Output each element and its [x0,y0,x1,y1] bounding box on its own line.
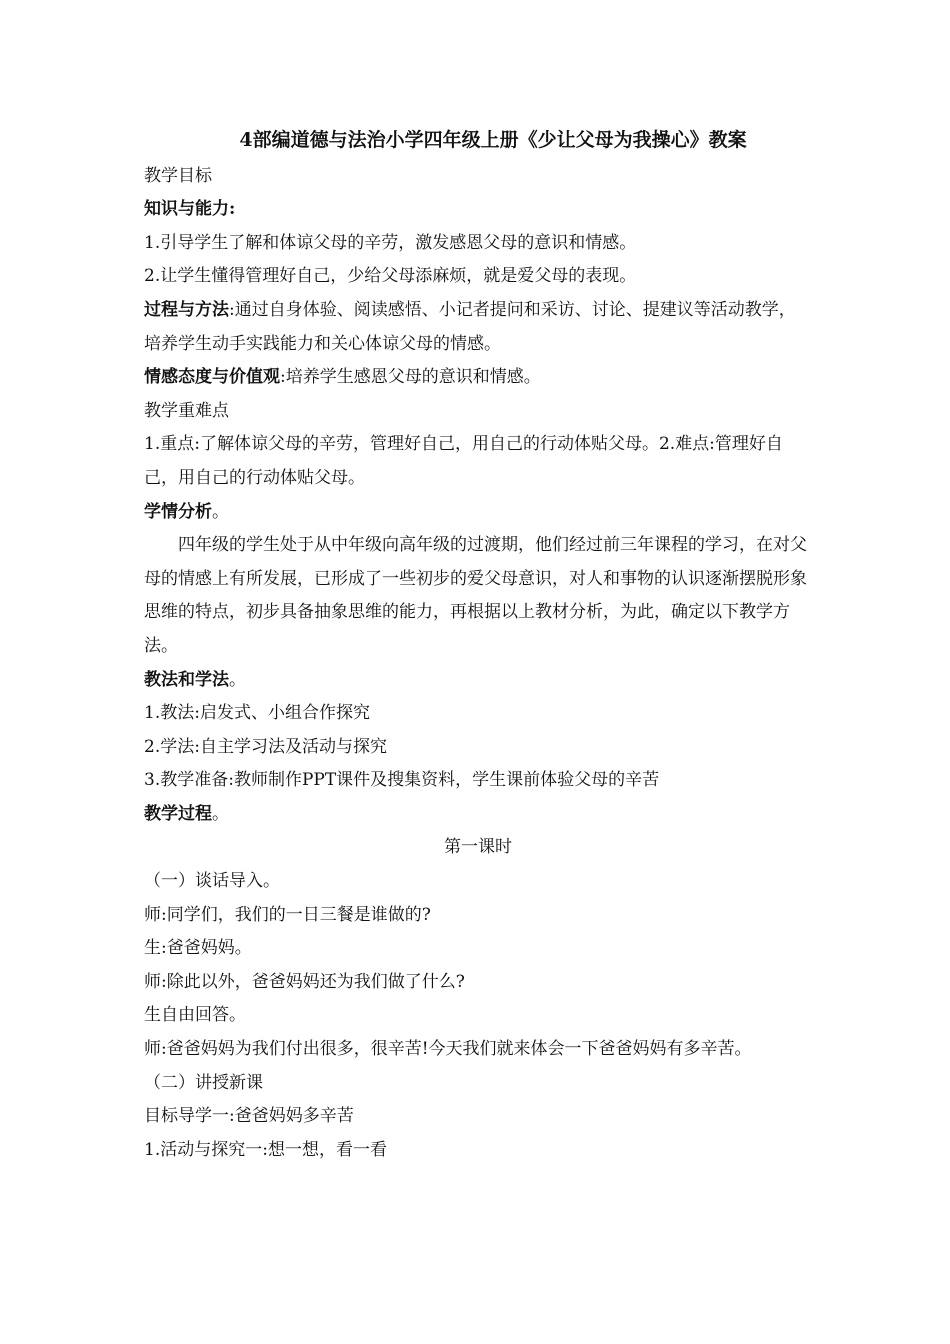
teaching-process-heading-text: 教学过程 [144,803,212,824]
methods-heading-text: 教法和学法 [144,669,229,690]
method-2: 2.学法:自主学习法及活动与探究 [144,736,387,757]
method-3: 3.教学准备:教师制作PPT课件及搜集资料，学生课前体验父母的辛苦 [144,770,660,791]
attitude-text: :培养学生感恩父母的意识和情感。 [280,367,541,388]
teaching-process-heading [144,798,812,832]
process-method-label: 过程与方法 [144,299,229,320]
document-title: 4部编道德与法治小学四年级上册《少让父母为我操心》教案 [239,129,747,151]
attitude-paragraph [144,361,812,395]
dialog-line-4: 生自由回答。 [144,1005,246,1026]
keypoints-heading: 教学重难点 [144,400,229,421]
analysis-heading-punct: 。 [212,501,229,522]
document-body [144,124,812,1167]
section-1-heading: （一）谈话导入。 [144,871,280,892]
dialog-line-2: 生:爸爸妈妈。 [144,938,252,959]
methods-heading [144,664,812,698]
analysis-heading [144,496,812,530]
knowledge-label-text: 知识与能力: [144,199,236,220]
dialog-line-1: 师:同学们，我们的一日三餐是谁做的? [144,904,431,925]
knowledge-label [144,193,812,227]
goal-1: 目标导学一:爸爸妈妈多辛苦 [144,1106,354,1127]
dialog-line-5: 师:爸爸妈妈为我们付出很多，很辛苦!今天我们就来体会一下爸爸妈妈有多辛苦。 [144,1039,752,1060]
keypoints-text: 1.重点:了解体谅父母的辛劳，管理好自己，用自己的行动体贴父母。2.难点:管理好自己，用自己的行动体贴父母。 [144,434,783,488]
teaching-process-heading-punct: 。 [212,803,229,824]
attitude-label: 情感态度与价值观 [144,367,280,388]
process-method-text: :通过自身体验、阅读感悟、小记者提问和采访、讨论、提建议等活动教学，培养学生动手实践能力和关心体谅父母的情感。 [144,299,796,354]
method-1: 1.教法:启发式、小组合作探究 [144,703,370,724]
section-2-heading: （二）讲授新课 [144,1072,263,1093]
objectives-heading: 教学目标 [144,165,212,186]
objective-2: 2.让学生懂得管理好自己，少给父母添麻烦，就是爱父母的表现。 [144,266,637,287]
analysis-heading-text: 学情分析 [144,501,212,522]
objective-1: 1.引导学生了解和体谅父母的辛劳，激发感恩父母的意识和情感。 [144,232,637,253]
analysis-text: 四年级的学生处于从中年级向高年级的过渡期，他们经过前三年课程的学习，在对父母的情感上有所发展，已形成了一些初步的爱父母意识，对人和事物的认识逐渐摆脱形象思维的特点，初步具备抽象思维的能力，再根据以上教材分析，为此，确定以下教学方法。 [144,535,807,656]
dialog-line-3: 师:除此以外，爸爸妈妈还为我们做了什么? [144,971,465,992]
activity-1: 1.活动与探究一:想一想，看一看 [144,1139,387,1160]
methods-heading-punct: 。 [229,669,246,690]
lesson-title: 第一课时 [444,837,512,858]
process-method-paragraph [144,294,812,361]
